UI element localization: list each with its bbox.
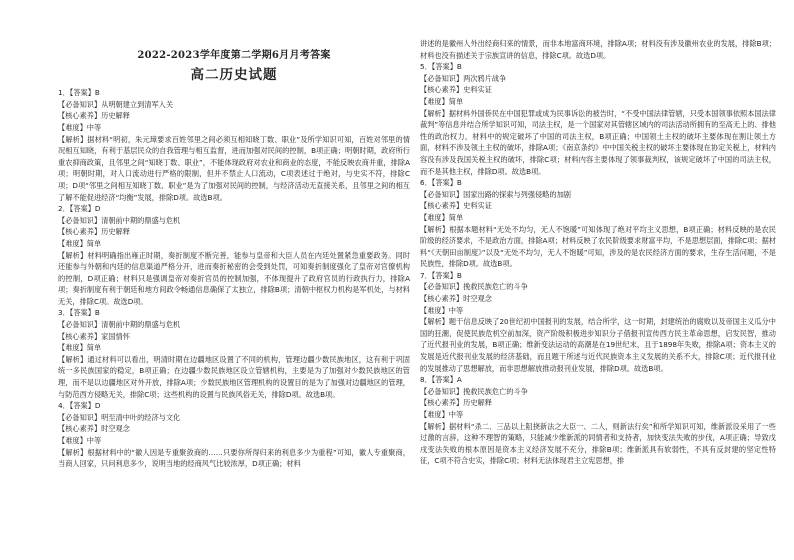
question-2 (58, 203, 410, 307)
difficulty-line: 【难度】中等 (58, 436, 102, 445)
knowledge-line: 【必备知识】从明朝建立到清军入关 (58, 99, 174, 109)
difficulty-line: 【难度】中等 (420, 305, 464, 315)
difficulty-line: 【难度】简单 (420, 212, 464, 222)
question-8 (420, 374, 776, 467)
analysis-paragraph: 【解析】材料明确指出雍正时期，奏折制度不断完善，能参与皇帝和大臣人员在内廷处置紧急重要政务。同时还能参与外朝和内廷的信息渠道严格分开，进而奏折秘密的会受到处罚，可知奏折制度强化了皇帝对官僚机构的控制，D项正确；材料只是强调皇帝对奏折官员的控制加强，不体现提升了政府官员的行政执行力，排除A项；奏折制度有利于朝廷和地方间政令畅通信息确保了太独立，排除B项；清朝中枢权力机构是军机处，与材料无关，排除C项。故选D项。 (58, 250, 410, 306)
literacy-line: 【核心素养】历史解释 (58, 227, 130, 237)
literacy-line: 【核心素养】历史解释 (420, 398, 492, 408)
literacy-line: 【核心素养】史料实证 (420, 201, 492, 211)
knowledge-line: 【必备知识】清朝前中期的鼎盛与危机 (58, 215, 181, 225)
difficulty-line: 【难度】中等 (420, 410, 464, 419)
knowledge-line: 【必备知识】挽救民族危亡的斗争 (420, 386, 528, 396)
right-column (420, 40, 776, 467)
answer-line: 5．【答案】B (420, 62, 462, 72)
document-subtitle: 高二历史试题 (190, 66, 278, 83)
analysis-paragraph: 【解析】通过材料可以看出，明清时期在边疆地区设置了不同的机构，管理边疆少数民族地区，这有利于巩固统一多民族国家的稳定，B项正确；在边疆少数民族地区设立管辖机构，主要是为了加强对少数民族地区的管理，而不是以边疆地区对外开放，排除A项；少数民族地区管理机构的设置目的是为了加强对边疆地区的管理，与防范西方侵略无关，排除C项；这些机构的设置与民族风俗无关，排除D项。故选B项。 (58, 354, 410, 399)
literacy-line: 【核心素养】家国情怀 (58, 331, 130, 341)
analysis-paragraph: 【解析】题干信息反映了20世纪初中国报刊的发展，结合所学，这一时期，封建统治的腐败以及帝国主义瓜分中国的狂潮，促使民族危机空前加深，资产阶级积极进步知识分子借报刊宣传西方民主革命思想，启发民智，推动了近代报刊业的发展，B项正确；维新变法运动的高潮是在19世纪末，且于1898年失败，排除A项；资本主义的发展是近代报刊业发展的经济基础，而且题干所述与近代民族资本主义发展的关系不大，排除C项；近代报刊业的发展推动了思想解放，而非思想解放推动报刊业发展，排除D项。故选B项。 (420, 317, 776, 373)
knowledge-line: 【必备知识】明至清中叶的经济与文化 (58, 412, 181, 422)
knowledge-line: 【必备知识】挽救民族危亡的斗争 (420, 282, 528, 292)
question-4-continuation: 讲述的是徽州人外出经商归来的情景，而非本地富商环境，排除A项；材料没有涉及徽州农业的发展，排除B项；材料也没有描述关于宗族宣讲的信息，排除C项。故选D项。 (420, 39, 776, 60)
answer-line: 1．【答案】B (58, 88, 100, 98)
answer-line: 4．【答案】D (58, 401, 101, 411)
question-5 (420, 61, 776, 177)
literacy-line: 【核心素养】时空观念 (420, 294, 492, 304)
answer-line: 3．【答案】B (58, 308, 100, 318)
answer-line: 2．【答案】D (58, 204, 101, 214)
question-1 (58, 87, 410, 203)
knowledge-line: 【必备知识】两次鸦片战争 (420, 73, 507, 83)
difficulty-line: 【难度】简单 (58, 238, 102, 248)
literacy-line: 【核心素养】历史解释 (58, 111, 130, 121)
difficulty-line: 【难度】简单 (58, 343, 102, 353)
knowledge-line: 【必备知识】清朝前中期的鼎盛与危机 (58, 320, 181, 330)
analysis-paragraph: 【解析】据材料“明初，朱元璋要求百姓邻里之间必须互相知晓丁数、职业”及所学知识可知，百姓对邻里的情况相互知晓，有利于基层民众的自我管理与相互监督，进而加强对民间的控制，B项正确；明朝时期，政府所行重农抑商政策，且邻里之间“知晓丁数、职业”，不能体现政府对农业和商业的态度，不能反映农商并重，排除A项；明朝时期，对人口流动进行严格的限制，但并不禁止人口流动，C项表述过于绝对，与史实不符，排除C项；D项“邻里之间相互知晓丁数、职业”是为了加强对民间的控制，与经济活动无直接关系，且邻里之间的相互了解不能促进经济“均衡”发展，排除D项。故选B项。 (58, 134, 410, 202)
question-4 (58, 400, 410, 470)
question-6 (420, 177, 776, 270)
answer-line: 8．【答案】A (420, 375, 462, 385)
knowledge-line: 【必备知识】国家出路的探索与列强侵略的加剧 (420, 189, 571, 199)
literacy-line: 【核心素养】史料实证 (420, 85, 492, 95)
question-7 (420, 270, 776, 374)
difficulty-line: 【难度】中等 (58, 122, 102, 132)
left-column (58, 40, 410, 470)
answer-line: 7．【答案】B (420, 270, 462, 280)
difficulty-line: 【难度】简单 (420, 96, 464, 106)
analysis-paragraph: 【解析】根据材料中的“徽人因是专重聚敛商的……只要你所得归来的利息多少为重程”可知，徽人专重聚商，当商人回家，只问利息多少，说明当地的经商风气比较浓厚，D项正确；材料 (58, 447, 410, 469)
analysis-paragraph: 【解析】据材料“杀二、三品以上阻挠新法之大臣一、二人，则新法行矣”和所学知识可知，维新派设采用了一些过激的言辞，这种不理智的策略，只能减少维新派的同情者和支持者，加快变法失败的步伐，A项正确；导致戊戌变法失败的根本原因是资本主义经济发展不充分，排除B项；维新派具有软弱性，不具有反封建的坚定性特征，C项不符合史实，排除C项；材料无法体现君主立宪思想，排 (420, 421, 776, 466)
question-3 (58, 307, 410, 400)
answer-line: 6．【答案】B (420, 178, 462, 188)
analysis-paragraph: 【解析】根据本题材料“无处不均匀，无人不饱暖”可知体现了绝对平均主义思想，B项正确；材料反映的是农民阶级的经济要求，不是政治方面，排除A项；材料反映了农民阶级要求财富平均，不是思想层面，排除C项；据材料“《天朝田亩制度》”以及“无处不均匀，无人不饱暖”可知，涉及的是农民经济方面的要求，生存生活问题，不是民族性，排除D项。故选B项。 (420, 224, 776, 269)
literacy-line: 【核心素养】时空观念 (58, 424, 130, 434)
document-title: 2022-2023学年度第二学期6月月考答案 (137, 50, 331, 61)
analysis-paragraph: 【解析】据材料外国侨民在中国犯罪或成为民事诉讼的被告时，“不受中国法律管辖，只受本国领事依照本国法律裁判”等信息并结合所学知识可知，司法主权，是一个国家对其管辖区域内的司法活动所拥有的至高无上的、排他性的政治权力，材料中的规定破坏了中国的司法主权，B项正确；中国领土主权的破坏主要体现在割让领土方面，材料不涉及领土主权的破坏，排除A项；《南京条约》中中国关税主权的破坏主要体现在协定关税上，材料内容没有涉及我国关税主权的破坏，排除C项；材料内容主要体现了领事裁判权，该规定破坏了中国的司法主权，而不是其他主权，排除D项。故选B项。 (420, 108, 776, 176)
